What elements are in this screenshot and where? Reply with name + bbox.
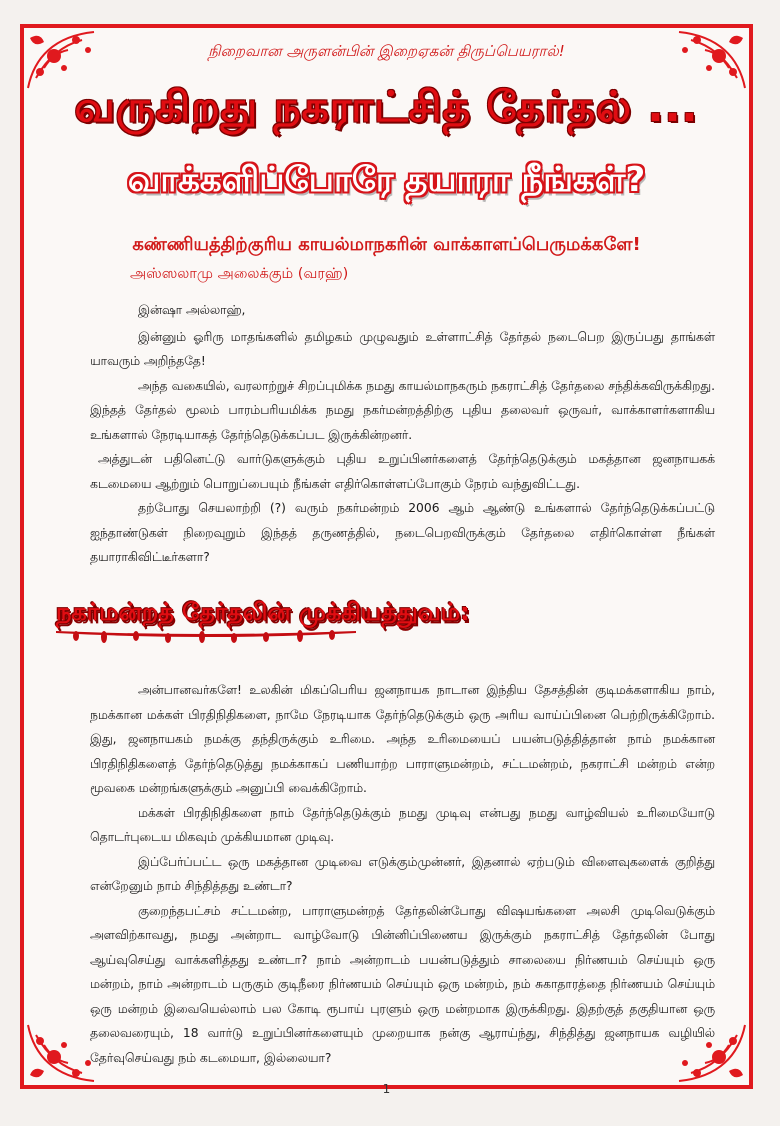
invocation-line: நிறைவான அருளன்பின் இறைஏகன் திருப்பெயரால்! — [208, 42, 565, 60]
main-paragraph: குறைந்தபட்சம் சட்டமன்ற, பாராளுமன்றத் தேர்தலின்போது விஷயங்களை அலசி முடிவெடுக்கும் அளவிற்காவது, நமது அன்றாட வாழ்வோடு பின்னிப்பிணைய இருக்கும் நகராட்சித் தேர்தலின் போது ஆய்வுசெய்து வாக்களித்தது உண்டா? நாம் அன்றாடம் பயன்படுத்தும் சாலையை நிர்ணயம் செய்யும் ஒரு மன்றம், நாம் அன்றாடம் பருகும் குடிநீரை நிர்ணயம் செய்யும் ஒரு மன்றம், நம் சுகாதாரத்தை நிர்ணயம் செய்யும் ஒரு மன்றம் இவையெல்லாம் பல கோடி ரூபாய் புரளும் ஒரு மன்றமாக இருக்கிறது. இதற்குத் தகுதியான ஒரு தலைவரையும், 18 வார்டு உறுப்பினர்களையும் முறையாக நன்கு ஆராய்ந்து, சிந்தித்து ஜனநாயக வழியில் தேர்வுசெய்வது நம் கடமையா, இல்லையா? — [90, 903, 715, 1065]
intro-paragraph: தற்போது செயலாற்றி (?) வரும் நகர்மன்றம் 2006 ஆம் ஆண்டு உங்களால் தேர்ந்தெடுக்கப்பட்டு ஐந்தாண்டுகள் நிறைவுறும் இந்தத் தருணத்தில், நடைபெறவிருக்கும் தேர்தலை எதிர்கொள்ள நீங்கள் தயாராகிவிட்டீர்களா? — [90, 501, 715, 564]
main-paragraph: அன்பானவர்களே! உலகின் மிகப்பெரிய ஜனநாயக நாடான இந்திய தேசத்தின் குடிமக்களாகிய நாம், நமக்கான மக்கள் பிரதிநிதிகளை, நாமே நேரடியாக தேர்ந்தெடுக்கும் ஒரு அரிய வாய்ப்பினை பெற்றிருக்கிறோம். இது, ஜனநாயகம் நமக்கு தந்திருக்கும் உரிமை. அந்த உரிமையைப் பயன்படுத்தித்தான் நாம் நமக்கான பிரதிநிதிகளைத் தேர்ந்தெடுத்து நமக்காகப் பணியாற்ற பாராளுமன்றம், சட்டமன்றம், நகராட்சி மன்றம் என்ற மூவகை மன்றங்களுக்கும் அனுப்பி வைக்கிறோம். — [90, 683, 715, 795]
main-paragraph: இப்பேர்ப்பட்ட ஒரு மகத்தான முடிவை எடுக்கும்முன்னர், இதனால் ஏற்படும் விளைவுகளைக் குறித்து என்றேனும் நாம் சிந்தித்தது உண்டா? — [90, 854, 715, 893]
page-subheading: வாக்களிப்போரே தயாரா நீங்கள்? — [127, 160, 646, 200]
page-frame — [20, 24, 753, 1096]
intro-section — [90, 298, 715, 570]
drip-underline-decoration — [56, 627, 356, 643]
main-paragraph: மக்கள் பிரதிநிதிகளை நாம் தேர்ந்தெடுக்கும் நமது முடிவு என்பது நமது வாழ்வியல் உரிமையோடு தொடர்புடைய மிகவும் முக்கியமான முடிவு. — [90, 805, 715, 844]
section-heading — [56, 598, 470, 643]
page-headline: வருகிறது நகராட்சித் தேர்தல் ... — [74, 82, 699, 131]
intro-paragraph: அந்த வகையில், வரலாற்றுச் சிறப்புமிக்க நமது காயல்மாநகரும் நகராட்சித் தேர்தலை சந்திக்கவிருக்கிறது. இந்தத் தேர்தல் மூலம் பாரம்பரியமிக்க நமது நகர்மன்றத்திற்கு புதிய தலைவர் ஒருவர், வாக்காளர்களாகிய உங்களால் நேரடியாகத் தேர்ந்தெடுக்கப்பட இருக்கின்றனர். — [90, 378, 715, 442]
section-heading-text: நகர்மன்றத் தேர்தலின் முக்கியத்துவம்: — [56, 598, 470, 626]
main-section — [90, 678, 715, 1070]
page-number: 1 — [382, 1082, 391, 1096]
intro-paragraph: இன்னும் ஓரிரு மாதங்களில் தமிழகம் முழுவதும் உள்ளாட்சித் தேர்தல் நடைபெற இருப்பது தாங்கள் யாவரும் அறிந்ததே! — [90, 329, 715, 368]
greeting-line: கண்ணியத்திற்குரிய காயல்மாநகரின் வாக்காளப்பெருமக்களே! — [132, 234, 641, 255]
intro-paragraph: அத்துடன் பதினெட்டு வார்டுகளுக்கும் புதிய உறுப்பினர்களைத் தேர்ந்தெடுக்கும் மகத்தான ஜனநாயகக் கடமையை ஆற்றும் பொறுப்பையும் நீங்கள் எதிர்கொள்ளப்போகும் நேரம் வந்துவிட்டது. — [90, 452, 715, 491]
salam-line: அஸ்ஸலாமு அலைக்கும் (வரஹ்) — [130, 266, 349, 282]
intro-paragraph: இன்ஷா அல்லாஹ், — [138, 303, 246, 317]
